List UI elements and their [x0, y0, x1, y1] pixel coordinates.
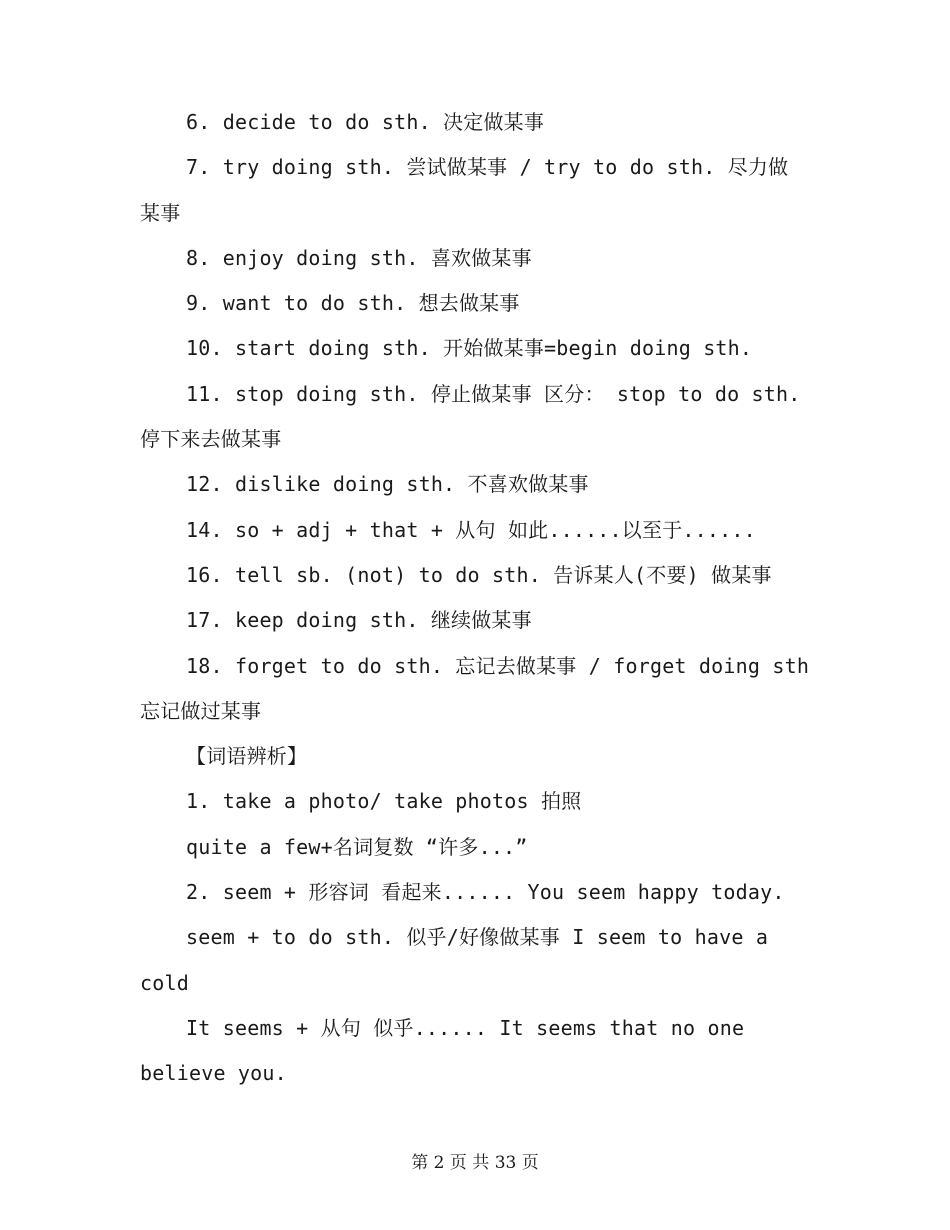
text-line: It seems + 从句 似乎...... It seems that no one	[186, 1015, 745, 1040]
text-line: 7. try doing sth. 尝试做某事 / try to do sth. 尽力做	[186, 155, 789, 180]
text-line: 11. stop doing sth. 停止做某事 区分： stop to do sth.	[186, 381, 801, 406]
text-line: 2. seem + 形容词 看起来...... You seem happy today.	[186, 880, 785, 905]
text-line: seem + to do sth. 似乎/好像做某事 I seem to have a	[186, 925, 769, 950]
text-line: 17. keep doing sth. 继续做某事	[186, 608, 532, 633]
text-line: quite a few+名词复数 “许多...”	[186, 834, 528, 859]
text-line: 忘记做过某事	[140, 698, 262, 723]
text-line: 14. so + adj + that + 从句 如此......以至于......	[186, 517, 756, 542]
text-line: 18. forget to do sth. 忘记去做某事 / forget doing sth	[186, 653, 810, 678]
text-line: believe you.	[140, 1061, 287, 1086]
text-line: 8. enjoy doing sth. 喜欢做某事	[186, 245, 532, 270]
text-line: 16. tell sb. (not) to do sth. 告诉某人(不要) 做某事	[186, 562, 772, 587]
text-line: 12. dislike doing sth. 不喜欢做某事	[186, 472, 589, 497]
text-line: 9. want to do sth. 想去做某事	[186, 291, 520, 316]
text-line: cold	[140, 970, 189, 995]
page-number-footer: 第 2 页 共 33 页	[411, 1153, 539, 1173]
text-line: 1. take a photo/ take photos 拍照	[186, 789, 582, 814]
section-heading: 【词语辨析】	[186, 744, 308, 769]
text-line: 6. decide to do sth. 决定做某事	[186, 110, 545, 134]
text-line: 10. start doing sth. 开始做某事=begin doing sth.	[186, 336, 753, 361]
text-line: 停下来去做某事	[140, 427, 282, 452]
text-line: 某事	[140, 200, 181, 225]
document-body	[140, 100, 820, 1097]
